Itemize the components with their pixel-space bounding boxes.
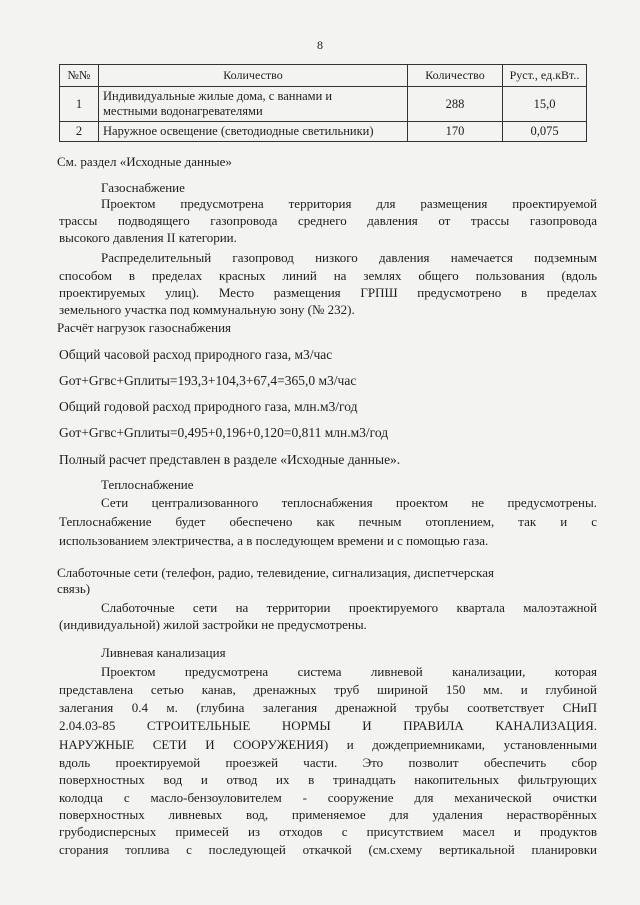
storm-paragraph-line: колодца с масло-бензоуловителем - сооружение для механической очистки [59, 790, 597, 805]
page-number: 8 [317, 38, 323, 52]
gas-paragraph-line: проектируемых улиц). Место размещения ГРПШ предусмотрено в пределах [59, 285, 597, 300]
gas-paragraph-line: способом в пределах красных линий на землях общего пользования (вдоль [59, 268, 597, 283]
storm-heading: Ливневая канализация [101, 645, 226, 660]
weak-current-heading: Слаботочные сети (телефон, радио, телевидение, сигнализация, диспетчерская [57, 565, 495, 580]
table-row [60, 87, 587, 122]
storm-paragraph-line: сгорания топлива с последующей откачкой (см.схему вертикальной планировки [59, 842, 597, 857]
gas-paragraph-line: Распределительный газопровод низкого давления намечается подземным [101, 250, 597, 265]
table-header-row [60, 65, 587, 87]
gas-paragraph-line: высокого давления II категории. [59, 230, 237, 245]
header-name: Количество [99, 65, 408, 87]
full-calc-note: Полный расчет представлен в разделе «Исходные данные». [59, 452, 401, 467]
storm-paragraph-line: грубодисперсных примесей из отходов с присутствием масел и продуктов [59, 824, 597, 839]
storm-paragraph-line: залегания 0.4 м. (глубина залегания дренажной трубы соответствует СНиП [59, 700, 597, 715]
load-table [59, 64, 587, 142]
heat-paragraph-line: Теплоснабжение будет обеспечено как печным отоплением, так и с [59, 514, 597, 529]
weak-current-paragraph-line: (индивидуальной) жилой застройки не предусмотрены. [59, 617, 367, 632]
storm-paragraph-line: Проектом предусмотрена система ливневой канализации, которая [101, 664, 597, 679]
gas-heading: Газоснабжение [101, 180, 185, 195]
weak-current-paragraph-line: Слаботочные сети на территории проектируемого квартала малоэтажной [101, 600, 597, 615]
header-power: Руст., ед.кВт.. [503, 65, 587, 87]
see-section-note: См. раздел «Исходные данные» [57, 154, 232, 169]
row-power: 0,075 [503, 122, 587, 142]
header-qty: Количество [408, 65, 503, 87]
gas-paragraph-line: трассы подводящего газопровода среднего давления от трассы газопровода [59, 213, 597, 228]
gas-paragraph-line: Проектом предусмотрена территория для размещения проектируемой [101, 196, 597, 211]
header-num: №№ [60, 65, 99, 87]
heat-heading: Теплоснабжение [101, 477, 194, 492]
weak-current-heading: связь) [57, 581, 91, 596]
storm-paragraph-line: поверхностных ливневых вод, применяемое для удаления нерастворённых [59, 807, 597, 822]
gas-calc-heading: Расчёт нагрузок газоснабжения [57, 320, 232, 335]
row-num: 2 [60, 122, 99, 142]
storm-paragraph-line: НАРУЖНЫЕ СЕТИ И СООРУЖЕНИЯ) и дождеприемниками, установленными [59, 737, 597, 752]
row-power: 15,0 [503, 87, 587, 122]
annual-consumption-label: Общий годовой расход природного газа, млн.м3/год [59, 399, 358, 414]
heat-paragraph-line: использованием электричества, а в последующем времени и с помощью газа. [59, 533, 489, 548]
table-row [60, 122, 587, 142]
storm-paragraph-line: поверхностных вод и отвод их в тринадцать накопительных фильтрующих [59, 772, 597, 787]
storm-paragraph-line: вдоль проектируемой проезжей части. Это позволит обеспечить сбор [59, 755, 597, 770]
annual-consumption-formula: Gот+Gгвс+Gплиты=0,495+0,196+0,120=0,811 млн.м3/год [59, 425, 389, 440]
storm-paragraph-line: 2.04.03-85 СТРОИТЕЛЬНЫЕ НОРМЫ И ПРАВИЛА КАНАЛИЗАЦИЯ. [59, 718, 597, 733]
hourly-consumption-label: Общий часовой расход природного газа, м3/час [59, 347, 333, 362]
hourly-consumption-formula: Gот+Gгвс+Gплиты=193,3+104,3+67,4=365,0 м3/час [59, 373, 357, 388]
row-name-line: Индивидуальные жилые дома, с ваннами и [103, 89, 333, 103]
storm-paragraph-line: представлена сетью канав, дренажных труб шириной 150 мм. и глубиной [59, 682, 597, 697]
row-name: Наружное освещение (светодиодные светильники) [99, 122, 408, 142]
heat-paragraph-line: Сети централизованного теплоснабжения проектом не предусмотрены. [101, 495, 597, 510]
row-qty: 288 [408, 87, 503, 122]
gas-paragraph-line: земельного участка под коммунальную зону (№ 232). [59, 302, 355, 317]
row-qty: 170 [408, 122, 503, 142]
row-name-line: местными водонагревателями [103, 104, 263, 118]
row-name [99, 87, 408, 122]
row-num: 1 [60, 87, 99, 122]
